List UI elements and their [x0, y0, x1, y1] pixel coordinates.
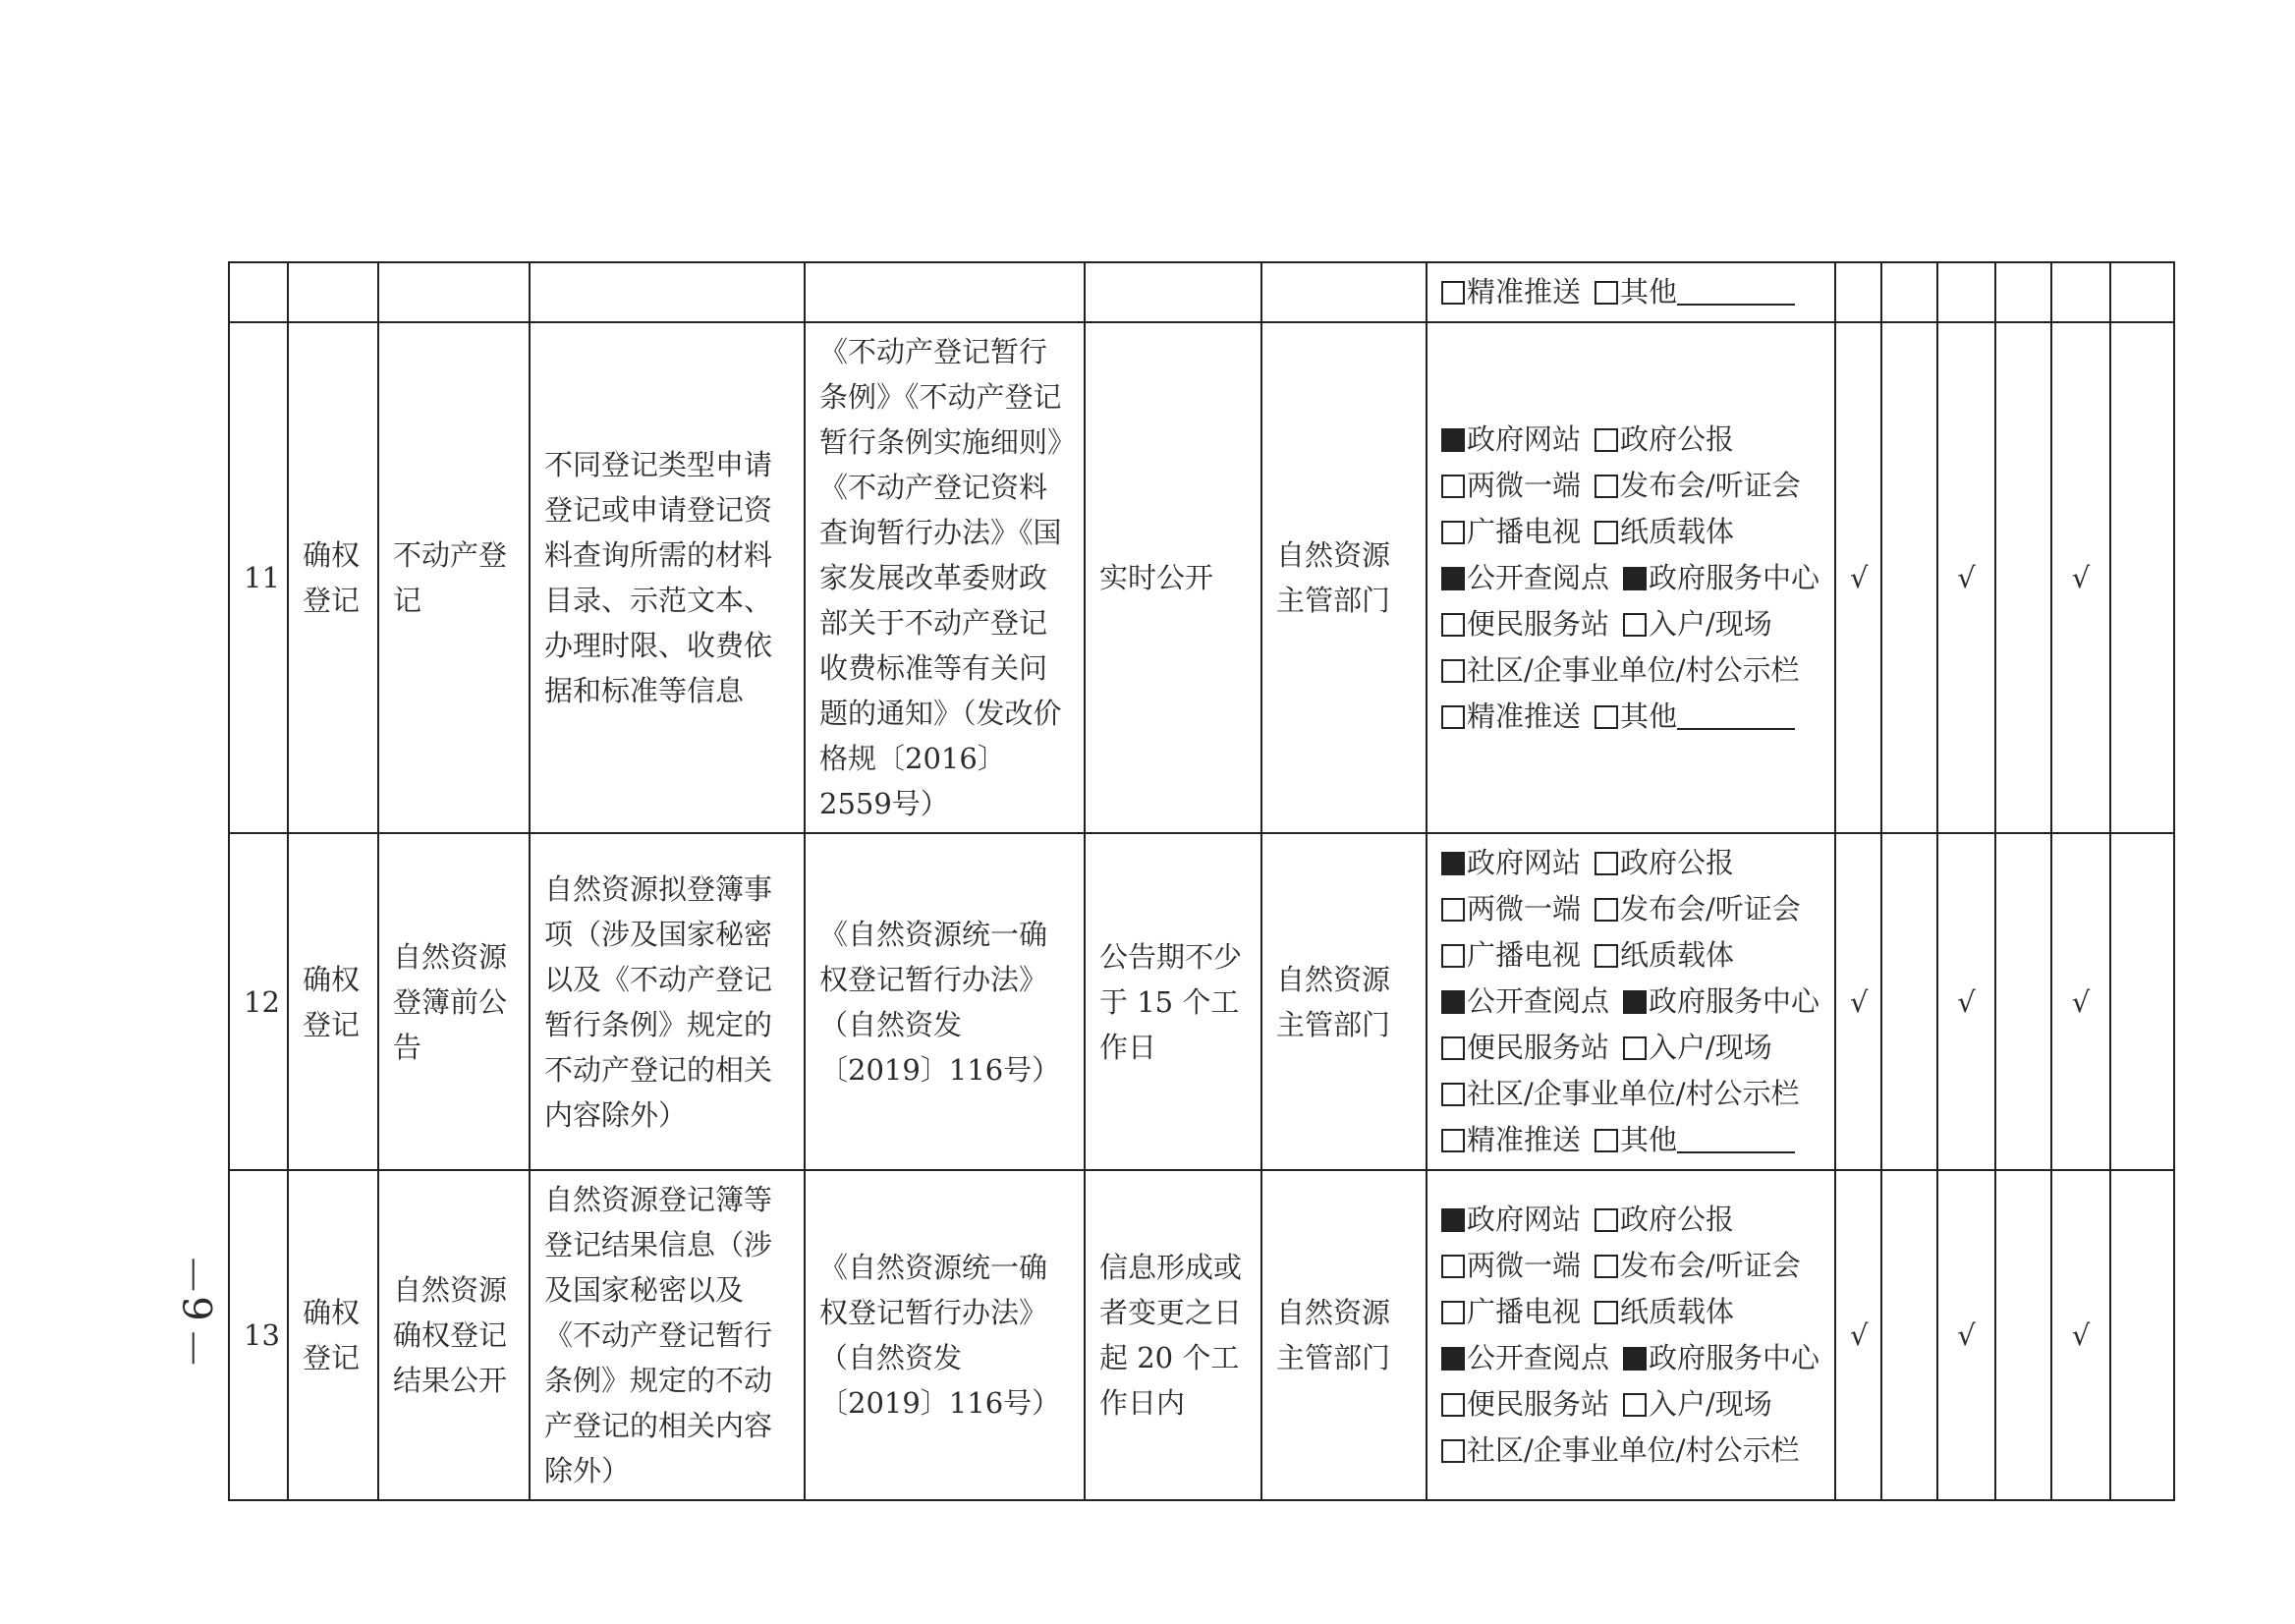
row-item-name: 不动产登记 — [378, 322, 530, 833]
option-line — [1441, 979, 1820, 1025]
check-mark-cell — [2110, 322, 2174, 833]
option-line — [1441, 694, 1820, 740]
channel-option: 政府公报 — [1595, 422, 1734, 456]
row-category: 确权登记 — [288, 1170, 378, 1500]
channel-option: 政府网站 — [1441, 846, 1581, 879]
channel-option: 政府服务中心 — [1623, 984, 1819, 1018]
option-line — [1441, 1243, 1820, 1289]
checkbox-icon — [1623, 1393, 1647, 1417]
channel-option: 广播电视 — [1441, 1295, 1581, 1328]
checkbox-icon — [1441, 1393, 1465, 1417]
checkbox-icon — [1441, 1255, 1465, 1278]
channel-option: 两微一端 — [1441, 1249, 1581, 1282]
checkbox-icon — [1441, 475, 1465, 498]
channel-option: 便民服务站 — [1441, 1031, 1609, 1064]
option-line — [1441, 463, 1820, 509]
channel-option: 入户/现场 — [1623, 607, 1772, 641]
checkbox-icon — [1595, 944, 1618, 968]
checkbox-icon — [1441, 1129, 1465, 1152]
channel-option: 纸质载体 — [1595, 515, 1734, 548]
check-mark-cell: √ — [2051, 322, 2110, 833]
row-category: 确权登记 — [288, 833, 378, 1170]
checkbox-icon — [1441, 281, 1465, 305]
channel-option: 政府服务中心 — [1623, 1341, 1819, 1374]
row-content: 自然资源拟登簿事项（涉及国家秘密以及《不动产登记暂行条例》规定的不动产登记的相关内容除外） — [530, 833, 805, 1170]
option-line — [1441, 509, 1820, 555]
channel-option: 精准推送 — [1441, 700, 1581, 733]
checked-box-icon — [1441, 990, 1465, 1014]
row-index: 13 — [229, 1170, 288, 1500]
channel-option: 政府公报 — [1595, 1203, 1734, 1236]
row-timeframe: 实时公开 — [1085, 322, 1261, 833]
checkbox-icon — [1623, 613, 1647, 637]
channel-option: 便民服务站 — [1441, 1387, 1609, 1421]
option-line — [1441, 1197, 1820, 1243]
option-line — [1441, 886, 1820, 932]
channel-option: 广播电视 — [1441, 515, 1581, 548]
checkbox-icon — [1441, 898, 1465, 922]
channel-option: 精准推送 — [1441, 1123, 1581, 1156]
checkbox-icon — [1595, 521, 1618, 544]
option-line — [1441, 840, 1820, 886]
row-department: 自然资源主管部门 — [1261, 322, 1427, 833]
channel-option: 其他 — [1595, 700, 1795, 733]
channel-option: 政府服务中心 — [1623, 561, 1819, 594]
checkbox-icon — [1595, 898, 1618, 922]
checkbox-icon — [1595, 1255, 1618, 1278]
channel-option: 公开查阅点 — [1441, 561, 1609, 594]
row-basis: 《不动产登记暂行条例》《不动产登记暂行条例实施细则》《不动产登记资料查询暂行办法》《国家发展改革委财政部关于不动产登记收费标准等有关问题的通知》（发改价格规〔2016〕2559号） — [805, 322, 1085, 833]
check-mark-cell: √ — [2051, 833, 2110, 1170]
blank-line — [1677, 1126, 1795, 1153]
check-mark-cell: √ — [1835, 322, 1881, 833]
checked-box-icon — [1441, 567, 1465, 590]
row-content: 自然资源登记簿等登记结果信息（涉及国家秘密以及《不动产登记暂行条例》规定的不动产登记的相关内容除外） — [530, 1170, 805, 1500]
channel-option: 便民服务站 — [1441, 607, 1609, 641]
checked-box-icon — [1441, 1208, 1465, 1232]
channel-option: 其他 — [1595, 1123, 1795, 1156]
check-mark-cell: √ — [1937, 1170, 1995, 1500]
row-item-name: 自然资源确权登记结果公开 — [378, 1170, 530, 1500]
check-mark-cell — [1995, 833, 2051, 1170]
option-line — [1441, 1381, 1820, 1428]
option-line — [1441, 1025, 1820, 1071]
check-mark-cell — [1995, 322, 2051, 833]
option-line — [1441, 1335, 1820, 1381]
check-mark-cell — [1881, 322, 1937, 833]
option-line — [1441, 601, 1820, 647]
channel-option: 政府网站 — [1441, 422, 1581, 456]
table-row — [229, 322, 2174, 833]
option-line — [1441, 647, 1820, 694]
checkbox-icon — [1441, 1439, 1465, 1463]
row-department: 自然资源主管部门 — [1261, 1170, 1427, 1500]
channel-option: 发布会/听证会 — [1595, 1249, 1801, 1282]
option-line — [1441, 1117, 1820, 1163]
checkbox-icon — [1441, 1083, 1465, 1106]
blank-line — [1677, 702, 1795, 730]
checkbox-icon — [1441, 944, 1465, 968]
checkbox-icon — [1623, 1036, 1647, 1060]
table-row-continued — [229, 262, 2174, 322]
option-line — [1441, 269, 1820, 315]
checkbox-icon — [1595, 475, 1618, 498]
check-mark-cell — [2110, 833, 2174, 1170]
channel-option: 社区/企事业单位/村公示栏 — [1441, 1433, 1800, 1467]
channel-option: 入户/现场 — [1623, 1031, 1772, 1064]
row-category: 确权登记 — [288, 322, 378, 833]
check-mark-cell — [1881, 1170, 1937, 1500]
checkbox-icon — [1595, 1208, 1618, 1232]
option-line — [1441, 1428, 1820, 1474]
channel-option: 政府公报 — [1595, 846, 1734, 879]
channel-option: 发布会/听证会 — [1595, 892, 1801, 925]
channel-option: 公开查阅点 — [1441, 984, 1609, 1018]
page-number-text: 9 — [174, 1296, 220, 1327]
check-mark-cell — [1881, 833, 1937, 1170]
channel-option: 公开查阅点 — [1441, 1341, 1609, 1374]
checkbox-icon — [1595, 852, 1618, 875]
disclosure-table — [228, 261, 2175, 1501]
row-index: 11 — [229, 322, 288, 833]
checked-box-icon — [1441, 1347, 1465, 1371]
channel-option: 两微一端 — [1441, 469, 1581, 502]
checked-box-icon — [1623, 567, 1647, 590]
checkbox-icon — [1595, 705, 1618, 729]
row-content: 不同登记类型申请登记或申请登记资料查询所需的材料目录、示范文本、办理时限、收费依据和标准等信息 — [530, 322, 805, 833]
table-body — [229, 262, 2174, 1500]
channel-options — [1427, 833, 1835, 1170]
checkbox-icon — [1441, 1301, 1465, 1324]
checked-box-icon — [1623, 990, 1647, 1014]
page-number — [167, 1238, 226, 1385]
option-line — [1441, 932, 1820, 979]
row-timeframe: 公告期不少于 15 个工作日 — [1085, 833, 1261, 1170]
check-mark-cell: √ — [1937, 833, 1995, 1170]
checkbox-icon — [1441, 613, 1465, 637]
channel-option: 纸质载体 — [1595, 1295, 1734, 1328]
row-item-name: 自然资源登簿前公告 — [378, 833, 530, 1170]
check-mark-cell — [1995, 1170, 2051, 1500]
row-index: 12 — [229, 833, 288, 1170]
checked-box-icon — [1441, 428, 1465, 452]
checkbox-icon — [1595, 1129, 1618, 1152]
checkbox-icon — [1441, 521, 1465, 544]
table-row — [229, 833, 2174, 1170]
option-line — [1441, 1071, 1820, 1117]
channel-option: 社区/企事业单位/村公示栏 — [1441, 1077, 1800, 1110]
channel-option: 政府网站 — [1441, 1203, 1581, 1236]
checkbox-icon — [1441, 1036, 1465, 1060]
row-department: 自然资源主管部门 — [1261, 833, 1427, 1170]
blank-line — [1677, 278, 1795, 306]
option-line — [1441, 417, 1820, 463]
check-mark-cell: √ — [1835, 1170, 1881, 1500]
check-mark-cell — [2110, 1170, 2174, 1500]
channel-option: 纸质载体 — [1595, 938, 1734, 972]
row-timeframe: 信息形成或者变更之日起 20 个工作日内 — [1085, 1170, 1261, 1500]
channel-option: 广播电视 — [1441, 938, 1581, 972]
channel-option: 入户/现场 — [1623, 1387, 1772, 1421]
option-line — [1441, 555, 1820, 601]
check-mark-cell: √ — [2051, 1170, 2110, 1500]
channel-option: 发布会/听证会 — [1595, 469, 1801, 502]
table-row — [229, 1170, 2174, 1500]
row-basis: 《自然资源统一确权登记暂行办法》（自然资发〔2019〕116号） — [805, 1170, 1085, 1500]
checkbox-icon — [1595, 1301, 1618, 1324]
channel-options — [1427, 322, 1835, 833]
channel-options — [1427, 1170, 1835, 1500]
option-precise-push: 精准推送 — [1441, 275, 1581, 308]
check-mark-cell: √ — [1937, 322, 1995, 833]
checkbox-icon — [1595, 428, 1618, 452]
checked-box-icon — [1441, 852, 1465, 875]
check-mark-cell: √ — [1835, 833, 1881, 1170]
channel-options-continued — [1427, 262, 1835, 322]
row-basis: 《自然资源统一确权登记暂行办法》（自然资发〔2019〕116号） — [805, 833, 1085, 1170]
checked-box-icon — [1623, 1347, 1647, 1371]
option-line — [1441, 1289, 1820, 1335]
checkbox-icon — [1441, 705, 1465, 729]
checkbox-icon — [1595, 281, 1618, 305]
channel-option: 社区/企事业单位/村公示栏 — [1441, 653, 1800, 687]
channel-option: 两微一端 — [1441, 892, 1581, 925]
checkbox-icon — [1441, 659, 1465, 683]
option-other: 其他 — [1595, 275, 1795, 308]
